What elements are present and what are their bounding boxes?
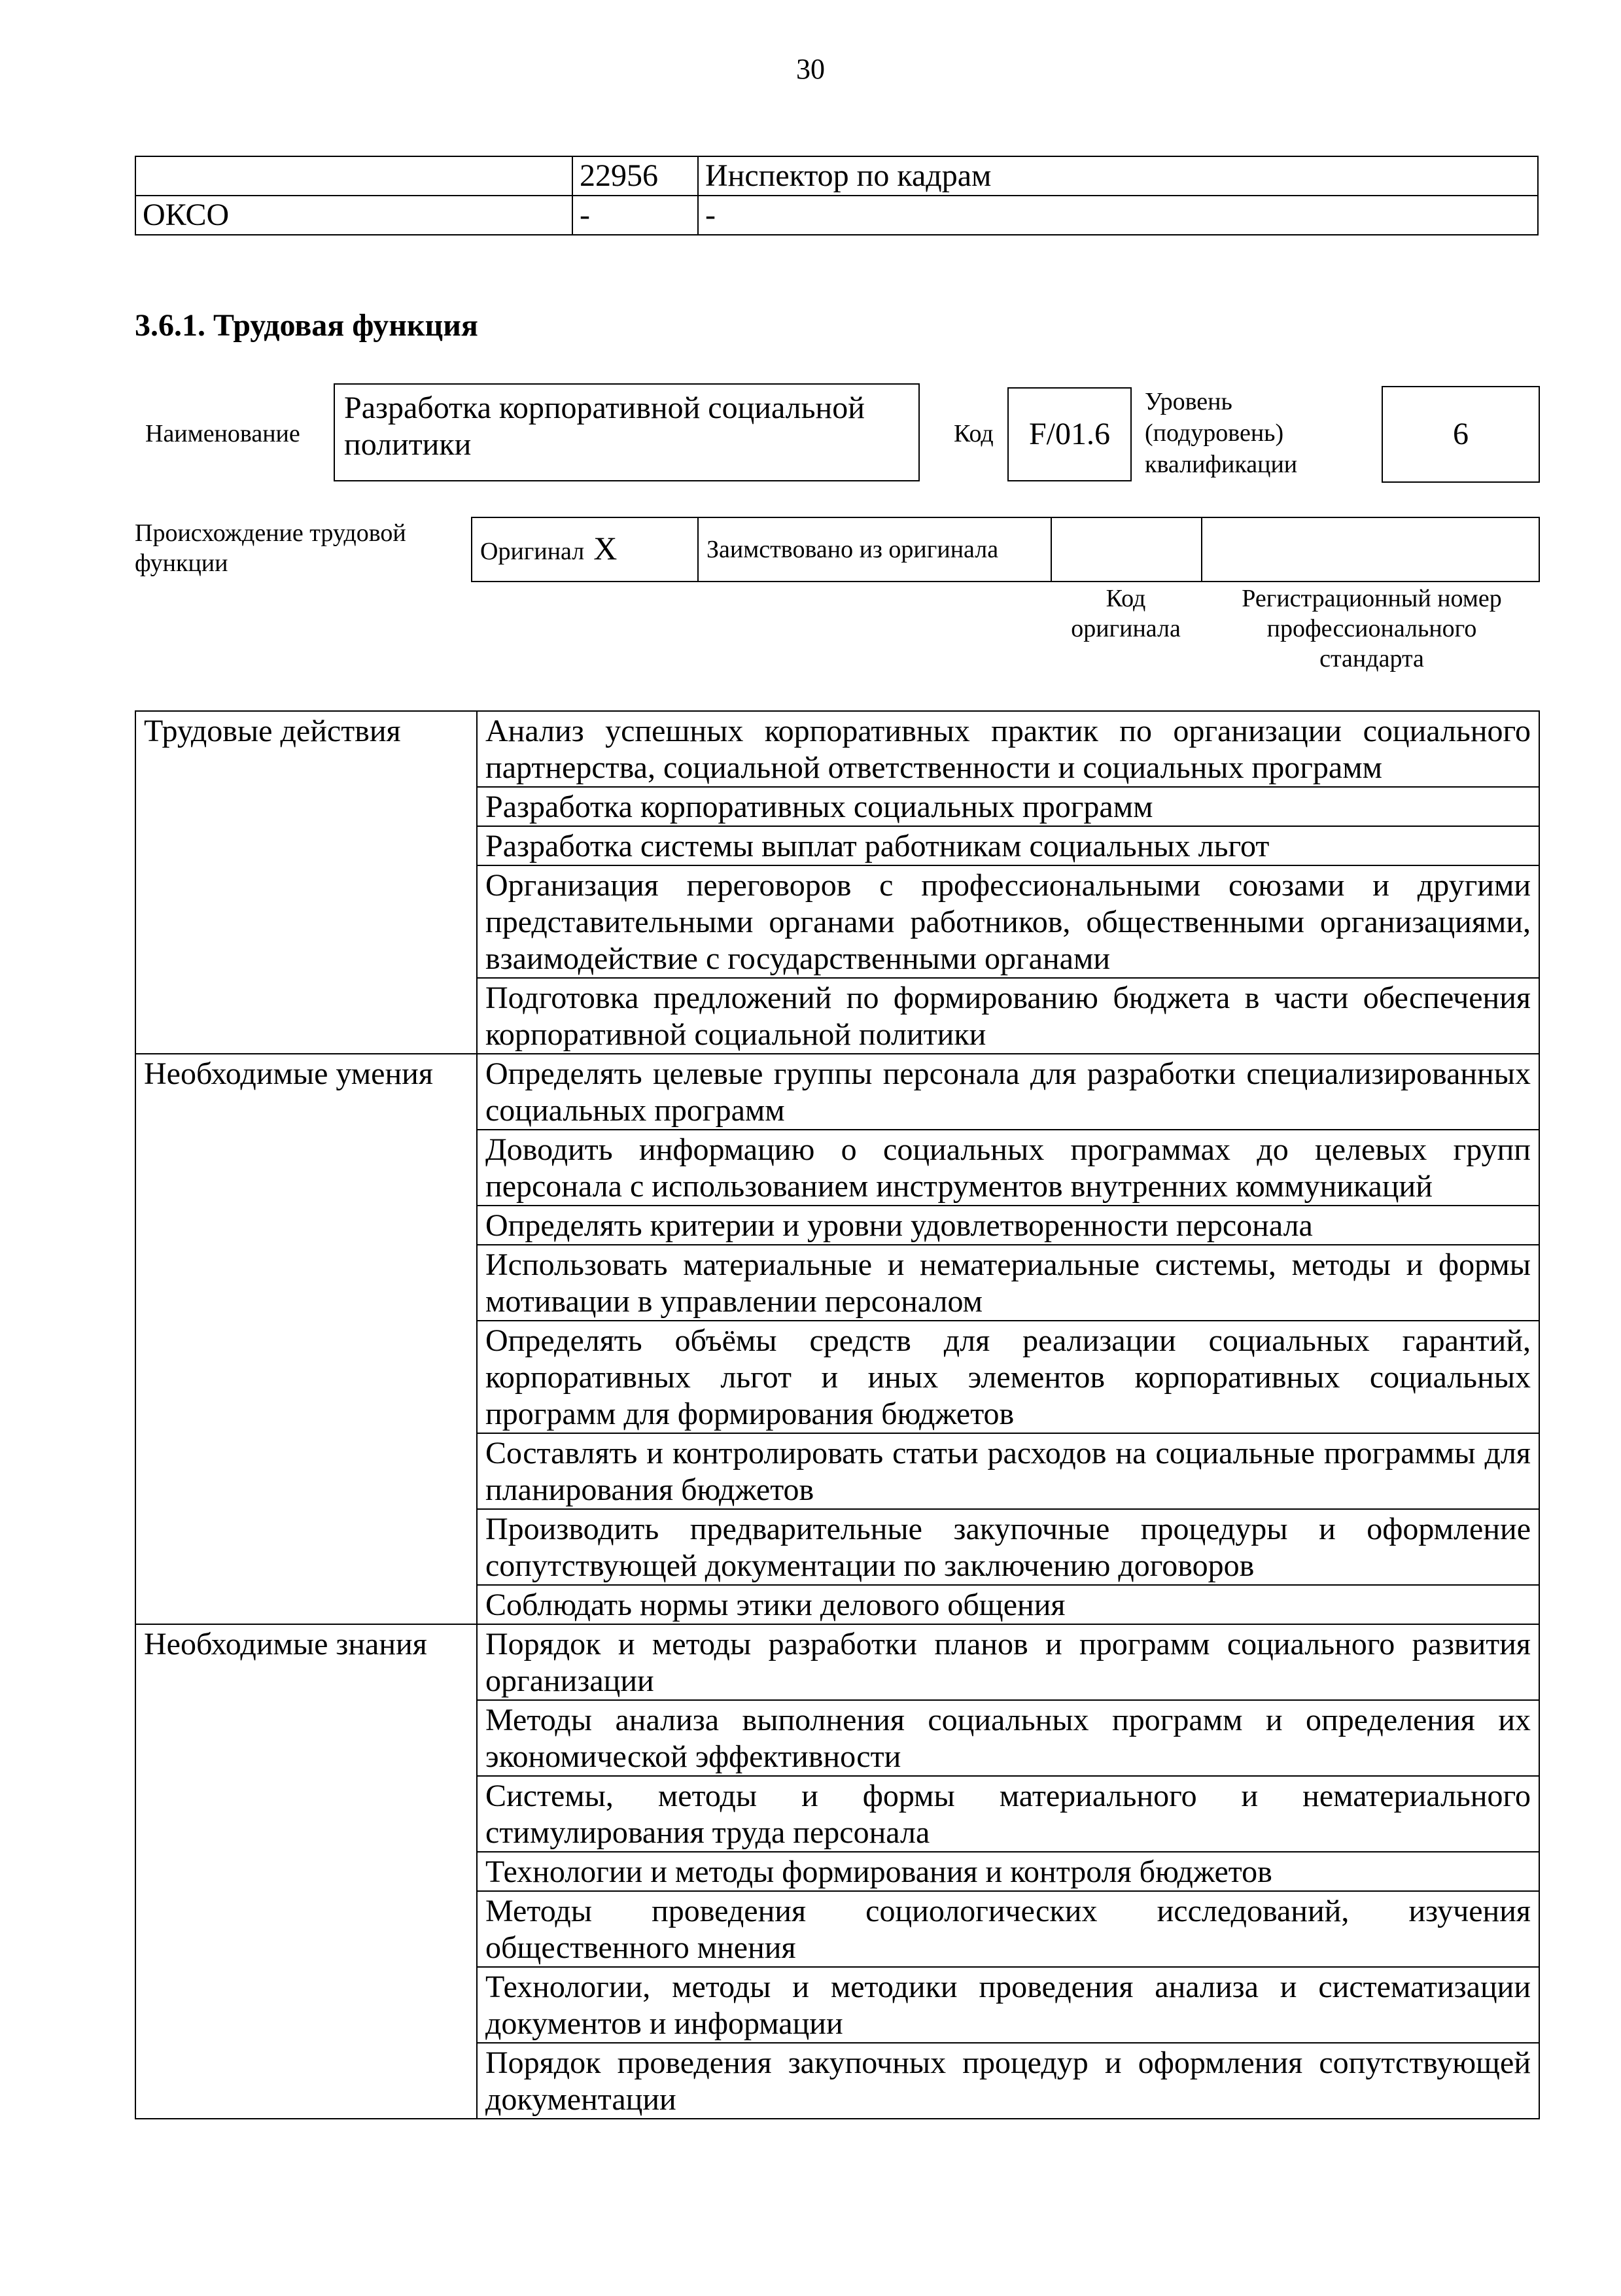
list-item: Порядок и методы разработки планов и программ социального развития организации	[477, 1624, 1539, 1700]
registration-number-caption	[1205, 583, 1539, 674]
borrowed-cell: Заимствовано из оригинала	[698, 517, 1051, 582]
caption-line: оригинала	[1071, 615, 1181, 642]
page-number: 30	[796, 53, 825, 85]
list-item: Соблюдать нормы этики делового общения	[477, 1585, 1539, 1624]
origin-label	[135, 518, 406, 578]
caption-line: стандарта	[1319, 645, 1424, 672]
list-item: Определять целевые группы персонала для разработки специализированных социальных программ	[477, 1054, 1539, 1130]
origin-table	[471, 517, 1540, 582]
okso-code-cell: -	[572, 196, 698, 235]
function-name-value: Разработка корпоративной социальной политики	[334, 383, 920, 481]
list-item: Доводить информацию о социальных программах до целевых групп персонала с использованием инструментов внутренних коммуникаций	[477, 1130, 1539, 1206]
list-item: Подготовка предложений по формированию бюджета в части обеспечения корпоративной социальной политики	[477, 978, 1539, 1054]
level-value: 6	[1382, 386, 1540, 483]
origin-label-line: Происхождение трудовой	[135, 519, 406, 547]
level-label-line: Уровень	[1145, 388, 1232, 415]
list-item: Составлять и контролировать статьи расходов на социальные программы для планирования бюджетов	[477, 1433, 1539, 1509]
caption-line: профессионального	[1266, 615, 1477, 642]
list-item: Методы проведения социологических исследований, изучения общественного мнения	[477, 1891, 1539, 1967]
list-item: Технологии, методы и методики проведения анализа и систематизации документов и информации	[477, 1967, 1539, 2043]
section-title: 3.6.1. Трудовая функция	[135, 308, 478, 343]
name-label: Наименование	[145, 420, 300, 447]
table-row	[135, 156, 1538, 196]
caption-line: Регистрационный номер	[1242, 585, 1502, 612]
original-code-cell	[1051, 517, 1202, 582]
table-row	[472, 517, 1539, 582]
level-label	[1145, 386, 1297, 480]
table-row	[135, 711, 1539, 787]
table-row	[135, 1624, 1539, 1700]
list-item: Системы, методы и формы материального и нематериального стимулирования труда персонала	[477, 1776, 1539, 1852]
code-label: Код	[954, 420, 994, 447]
list-item: Разработка системы выплат работникам социальных льгот	[477, 826, 1539, 865]
original-mark: X	[593, 529, 618, 566]
list-item: Использовать материальные и нематериальные системы, методы и формы мотивации в управлении персоналом	[477, 1245, 1539, 1321]
list-item: Анализ успешных корпоративных практик по организации социального партнерства, социальной ответственности и социальных программ	[477, 711, 1539, 787]
list-item: Технологии и методы формирования и контроля бюджетов	[477, 1852, 1539, 1891]
list-item: Производить предварительные закупочные процедуры и оформление сопутствующей документации по заключению договоров	[477, 1509, 1539, 1585]
list-item: Определять объёмы средств для реализации социальных гарантий, корпоративных льгот и иных элементов корпоративных социальных программ для формирования бюджетов	[477, 1321, 1539, 1433]
level-label-line: (подуровень)	[1145, 419, 1284, 447]
list-item: Разработка корпоративных социальных программ	[477, 787, 1539, 826]
list-item: Организация переговоров с профессиональными союзами и другими представительными органами работников, общественными организациями, взаимодействие с государственными органами	[477, 865, 1539, 978]
code-value: F/01.6	[1007, 387, 1132, 481]
okso-table	[135, 156, 1539, 235]
original-cell	[472, 517, 698, 582]
list-item: Порядок проведения закупочных процедур и оформления сопутствующей документации	[477, 2043, 1539, 2119]
list-item: Методы анализа выполнения социальных программ и определения их экономической эффективности	[477, 1700, 1539, 1776]
okso-title-cell: Инспектор по кадрам	[698, 156, 1538, 196]
origin-label-line: функции	[135, 549, 228, 577]
function-details-table	[135, 710, 1540, 2119]
table-row	[135, 196, 1538, 235]
okso-cell: ОКСО	[135, 196, 572, 235]
okso-code-cell: 22956	[572, 156, 698, 196]
group-header-actions: Трудовые действия	[135, 711, 477, 1054]
group-header-skills: Необходимые умения	[135, 1054, 477, 1624]
list-item: Определять критерии и уровни удовлетворенности персонала	[477, 1206, 1539, 1245]
level-label-line: квалификации	[1145, 451, 1298, 478]
caption-line: Код	[1106, 585, 1146, 612]
original-label: Оригинал	[480, 537, 585, 565]
table-row	[135, 1054, 1539, 1130]
group-header-knowledge: Необходимые знания	[135, 1624, 477, 2119]
original-code-caption	[1051, 583, 1201, 644]
okso-cell	[135, 156, 572, 196]
okso-title-cell: -	[698, 196, 1538, 235]
registration-number-cell	[1202, 517, 1539, 582]
